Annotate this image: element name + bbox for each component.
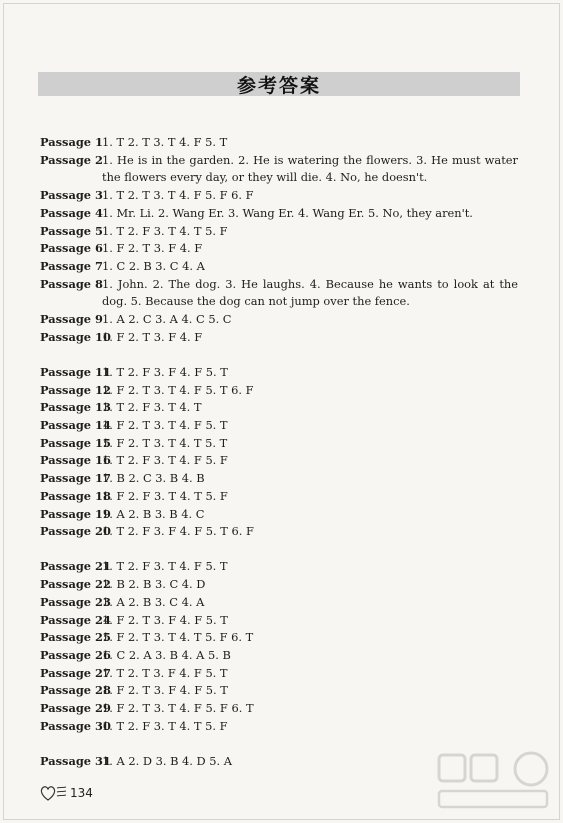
answer-entry — [40, 134, 518, 152]
passage-label: Passage 11 — [40, 364, 111, 379]
passage-label: Passage 7 — [40, 258, 103, 273]
passage-answers: 1. F 2. T 3. T 4. F 5. T 6. F — [102, 382, 254, 397]
passage-answers: 1. T 2. F 3. T 4. T 5. F — [102, 718, 228, 733]
answer-entry — [40, 612, 518, 630]
passage-label: Passage 21 — [40, 559, 111, 574]
passage-label: Passage 10 — [40, 329, 111, 344]
passage-answers: 1. T 2. F 3. T 4. F 5. T — [102, 559, 228, 574]
passage-label: Passage 24 — [40, 612, 111, 627]
passage-answers: 1. He is in the garden. 2. He is watering the flowers. 3. He must water the flowers every day, or they will die. 4. No, he doesn't. — [102, 152, 518, 185]
passage-answers: 1. A 2. D 3. B 4. D 5. A — [102, 754, 233, 768]
passage-answers: 1. F 2. T 3. T 4. F 5. T — [102, 418, 228, 433]
passage-answers: 1. T 2. T 3. T 4. F 5. T — [102, 135, 228, 149]
answer-entry — [40, 682, 518, 700]
passage-answers: 1. F 2. T 3. T 4. T 5. T — [102, 435, 228, 450]
passage-label: Passage 14 — [40, 418, 111, 433]
passage-label: Passage 4 — [40, 205, 103, 220]
passage-label: Passage 15 — [40, 435, 111, 450]
group-spacer — [40, 346, 518, 364]
passage-answers: 1. A 2. B 3. B 4. C — [102, 506, 205, 521]
page-footer — [39, 784, 93, 802]
heart-swirl-icon — [39, 784, 69, 802]
passage-label: Passage 1 — [40, 135, 103, 149]
answer-entry — [40, 205, 518, 223]
answer-entry — [40, 665, 518, 683]
passage-answers: 1. John. 2. The dog. 3. He laughs. 4. Because he wants to look at the dog. 5. Because the dog can not jump over the fence. — [102, 276, 518, 309]
passage-answers: 1. F 2. T 3. T 4. F 5. F 6. T — [102, 701, 254, 716]
answer-entry — [40, 223, 518, 241]
passage-label: Passage 5 — [40, 223, 103, 238]
answer-entry — [40, 470, 518, 488]
passage-label: Passage 23 — [40, 594, 111, 609]
answer-entry — [40, 558, 518, 576]
answer-entry — [40, 629, 518, 647]
passage-label: Passage 16 — [40, 453, 111, 468]
answer-entry — [40, 506, 518, 524]
answer-entry — [40, 399, 518, 417]
passage-answers: 1. T 2. T 3. F 4. F 5. T — [102, 665, 228, 680]
passage-label: Passage 25 — [40, 630, 111, 645]
passage-label: Passage 27 — [40, 665, 111, 680]
passage-answers: 1. F 2. T 3. F 4. F 5. T — [102, 612, 228, 627]
passage-answers: 1. F 2. T 3. T 4. T 5. F 6. T — [102, 630, 254, 645]
answer-entry — [40, 258, 518, 276]
answer-entry — [40, 576, 518, 594]
answer-entry — [40, 452, 518, 470]
passage-label: Passage 26 — [40, 647, 111, 662]
passage-label: Passage 18 — [40, 488, 111, 503]
passage-answers: 1. Mr. Li. 2. Wang Er. 3. Wang Er. 4. Wang Er. 5. No, they aren't. — [102, 205, 473, 220]
passage-answers: 1. F 2. T 3. F 4. F 5. T — [102, 683, 228, 698]
answer-entry — [40, 647, 518, 665]
passage-label: Passage 31 — [40, 754, 111, 768]
answer-entry — [40, 700, 518, 718]
title-banner — [38, 72, 520, 96]
passage-answers: 1. T 2. F 3. T 4. T 5. F — [102, 223, 228, 238]
passage-label: Passage 29 — [40, 701, 111, 716]
passage-label: Passage 6 — [40, 241, 103, 256]
answer-entry — [40, 240, 518, 258]
passage-answers: 1. A 2. C 3. A 4. C 5. C — [102, 312, 232, 327]
answer-entry — [40, 718, 518, 736]
passage-answers: 1. B 2. C 3. B 4. B — [102, 471, 205, 486]
passage-answers: 1. F 2. T 3. F 4. F — [102, 329, 203, 344]
passage-answers: 1. B 2. B 3. C 4. D — [102, 577, 206, 592]
answer-entry — [40, 435, 518, 453]
passage-answers: 1. T 2. F 3. T 4. F 5. F — [102, 453, 228, 468]
answer-entry — [40, 594, 518, 612]
page-title: 参考答案 — [236, 74, 321, 97]
passage-label: Passage 13 — [40, 400, 111, 415]
passage-label: Passage 28 — [40, 683, 111, 698]
answer-entry — [40, 152, 518, 187]
passage-answers: 1. T 2. T 3. T 4. F 5. F 6. F — [102, 188, 254, 203]
passage-label: Passage 30 — [40, 718, 111, 733]
passage-label: Passage 17 — [40, 471, 111, 486]
answer-entry — [40, 329, 518, 347]
answer-entry — [40, 488, 518, 506]
answer-entry — [40, 187, 518, 205]
answer-entry — [40, 523, 518, 541]
passage-label: Passage 22 — [40, 577, 111, 592]
passage-answers: 1. T 2. F 3. F 4. F 5. T — [102, 364, 228, 379]
passage-answers: 1. A 2. B 3. C 4. A — [102, 594, 205, 609]
answer-entry — [40, 276, 518, 311]
passage-answers: 1. T 2. F 3. F 4. F 5. T 6. F — [102, 524, 254, 539]
group-spacer — [40, 541, 518, 559]
answer-entry — [40, 382, 518, 400]
passage-label: Passage 19 — [40, 506, 111, 521]
passage-answers: 1. C 2. B 3. C 4. A — [102, 258, 205, 273]
passage-label: Passage 9 — [40, 312, 103, 327]
answer-entry — [40, 311, 518, 329]
watermark-stamp — [433, 745, 553, 813]
passage-answers: 1. F 2. T 3. F 4. F — [102, 241, 203, 256]
passage-label: Passage 8 — [40, 276, 103, 291]
answer-list — [40, 134, 518, 771]
answer-entry — [40, 417, 518, 435]
passage-label: Passage 3 — [40, 188, 103, 203]
passage-label: Passage 20 — [40, 524, 111, 539]
passage-answers: 1. F 2. F 3. T 4. T 5. F — [102, 488, 228, 503]
answer-entry — [40, 364, 518, 382]
passage-answers: 1. T 2. F 3. T 4. T — [102, 400, 202, 415]
passage-label: Passage 12 — [40, 382, 111, 397]
passage-label: Passage 2 — [40, 152, 103, 167]
passage-answers: 1. C 2. A 3. B 4. A 5. B — [102, 647, 231, 662]
page-number: 134 — [70, 786, 93, 800]
